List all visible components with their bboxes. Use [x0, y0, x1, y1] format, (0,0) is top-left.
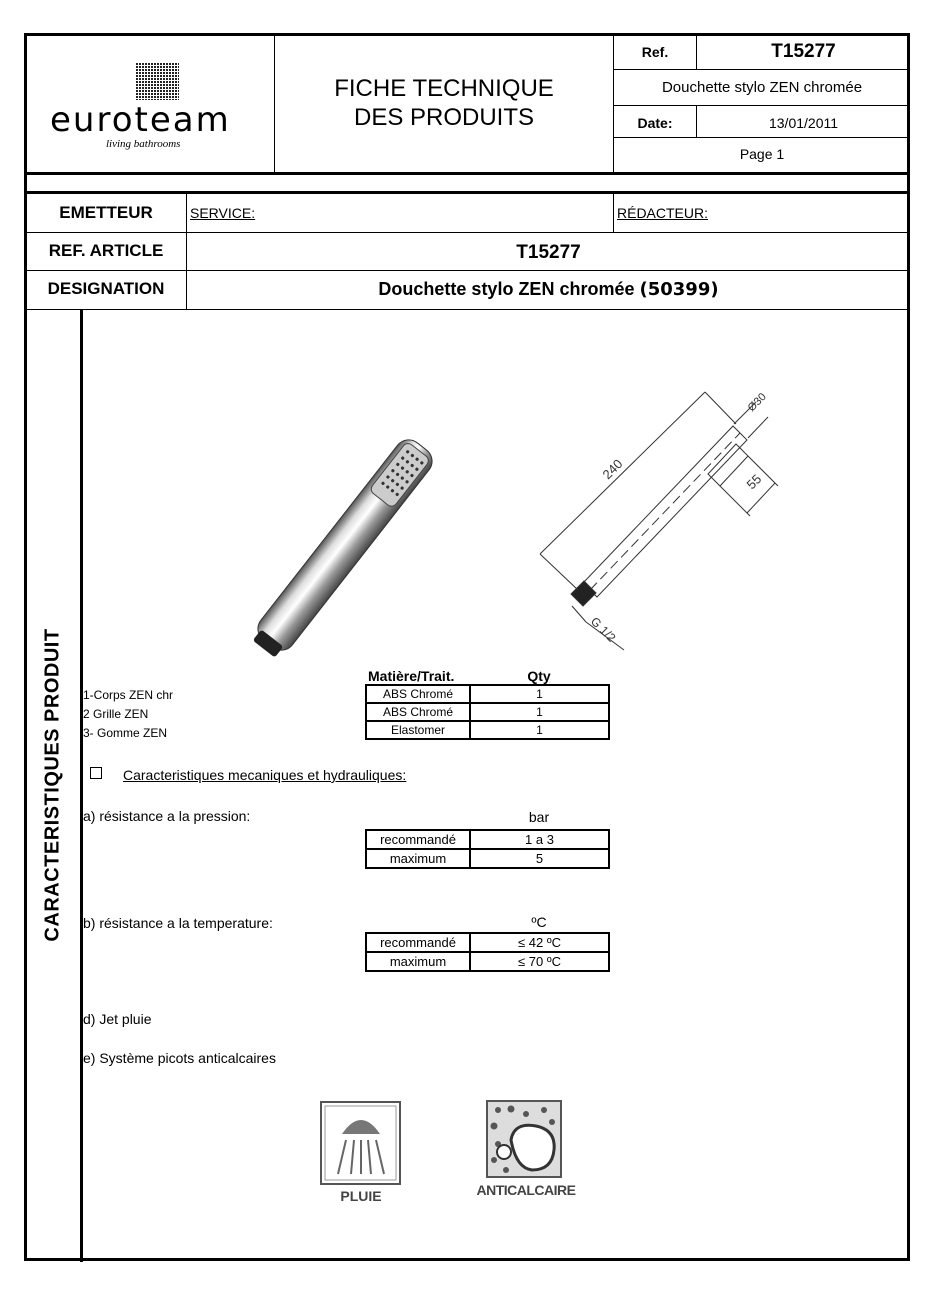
designation-code: (50399)	[639, 279, 719, 300]
section-title: Caracteristiques mecaniques et hydrauliques:	[123, 767, 407, 783]
rain-shower-icon	[320, 1100, 402, 1186]
pressure-table	[365, 829, 610, 869]
ref-value: T15277	[771, 41, 836, 62]
product-name: Douchette stylo ZEN chromée	[661, 79, 863, 96]
qty-cell: 1	[470, 703, 609, 721]
components-table	[365, 684, 610, 740]
temperature-row-label: recommandé	[366, 933, 470, 952]
pluie-badge	[320, 1100, 402, 1210]
table-row	[366, 952, 609, 971]
date-label: Date:	[637, 115, 673, 131]
feature-jet-pluie: d) Jet pluie	[83, 1011, 152, 1027]
pressure-row-label: maximum	[366, 849, 470, 868]
components-header-qty: Qty	[527, 668, 551, 684]
qty-cell: 1	[470, 685, 609, 703]
side-column-divider	[80, 310, 83, 1262]
part-1-label: 1-Corps ZEN chr	[83, 688, 174, 702]
product-photo	[235, 420, 455, 670]
section-checkbox[interactable]	[90, 767, 102, 779]
pluie-label: PLUIE	[340, 1188, 382, 1204]
pressure-row-value: 1 a 3	[470, 830, 609, 849]
pressure-unit: bar	[528, 809, 550, 825]
document-title: FICHE TECHNIQUE DES PRODUITS	[334, 75, 554, 131]
dim-diameter: Ø30	[745, 390, 769, 415]
temperature-label: b) résistance a la temperature:	[83, 915, 273, 931]
logo-tagline: living bathrooms	[106, 138, 181, 150]
material-cell: ABS Chromé	[366, 703, 470, 721]
temperature-unit: ºC	[531, 914, 547, 930]
anticalcaire-badge	[476, 1100, 576, 1210]
material-cell: ABS Chromé	[366, 685, 470, 703]
temperature-row-value: ≤ 70 ºC	[470, 952, 609, 971]
material-cell: Elastomer	[366, 721, 470, 739]
ref-article-label: REF. ARTICLE	[48, 241, 164, 260]
page-number: Page 1	[739, 146, 785, 162]
pressure-label: a) résistance a la pression:	[83, 808, 251, 824]
logo-name: euroteam	[50, 100, 231, 140]
part-2-label: 2 Grille ZEN	[83, 707, 149, 721]
redacteur-label: RÉDACTEUR:	[617, 205, 709, 221]
table-row	[366, 703, 609, 721]
dim-head: 55	[743, 471, 765, 493]
technical-drawing	[520, 380, 790, 660]
qty-cell: 1	[470, 721, 609, 739]
service-label: SERVICE:	[190, 205, 256, 221]
designation-label: DESIGNATION	[47, 279, 165, 298]
designation-name: Douchette stylo ZEN chromée	[378, 279, 635, 299]
dim-thread: G 1/2	[587, 614, 619, 645]
date-value: 13/01/2011	[768, 115, 839, 131]
anticalcaire-label: ANTICALCAIRE	[476, 1182, 576, 1198]
table-row	[366, 849, 609, 868]
part-3-label: 3- Gomme ZEN	[83, 726, 168, 740]
logo-grid-icon	[133, 60, 181, 102]
temperature-row-label: maximum	[366, 952, 470, 971]
designation-value	[187, 279, 910, 300]
components-header-material: Matière/Trait.	[368, 668, 455, 684]
pressure-row-label: recommandé	[366, 830, 470, 849]
table-row	[366, 685, 609, 703]
table-row	[366, 721, 609, 739]
ref-label: Ref.	[641, 44, 669, 60]
temperature-table	[365, 932, 610, 972]
feature-anticalcaire: e) Système picots anticalcaires	[83, 1050, 276, 1066]
ref-article-value: T15277	[516, 242, 581, 263]
logo	[40, 58, 270, 158]
emetteur-label: EMETTEUR	[59, 203, 153, 222]
dim-length: 240	[599, 456, 626, 483]
table-row	[366, 830, 609, 849]
temperature-row-value: ≤ 42 ºC	[470, 933, 609, 952]
table-row	[366, 933, 609, 952]
pressure-row-value: 5	[470, 849, 609, 868]
anticalcaire-icon	[476, 1100, 576, 1182]
